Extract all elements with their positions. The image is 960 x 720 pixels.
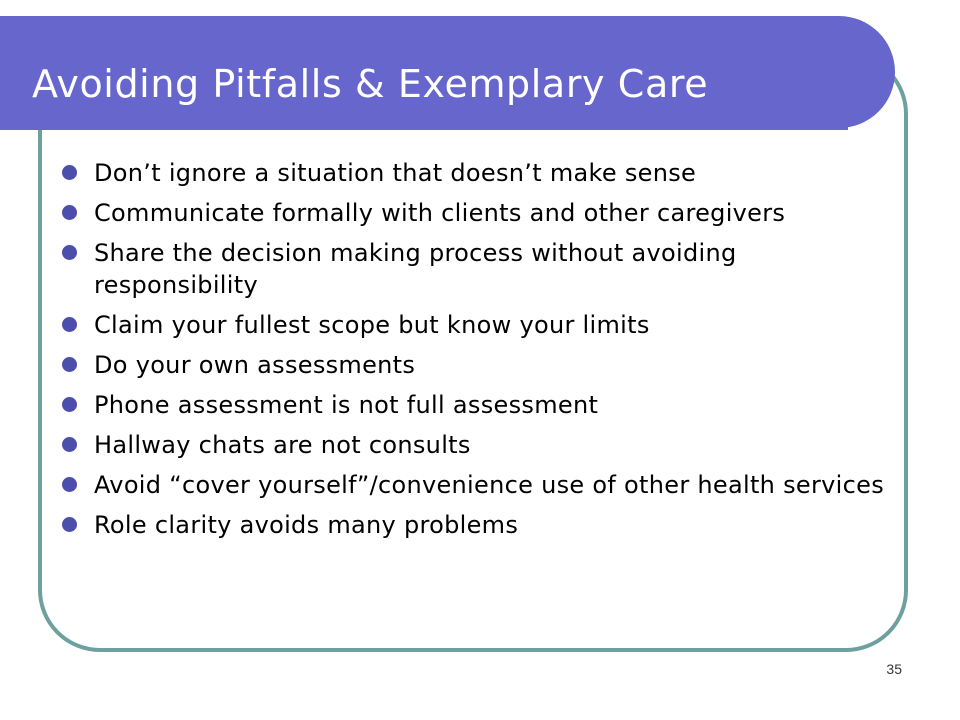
bullet-dot-icon [62, 165, 77, 180]
bullet-dot-icon [62, 245, 77, 260]
slide-title: Avoiding Pitfalls & Exemplary Care [32, 62, 709, 106]
bullet-item [62, 509, 902, 541]
bullet-item [62, 429, 902, 461]
bullet-item [62, 309, 902, 341]
bullet-text: Hallway chats are not consults [94, 431, 471, 459]
bullet-text: Don’t ignore a situation that doesn’t make sense [94, 159, 697, 187]
bullet-dot-icon [62, 517, 77, 532]
bullet-item [62, 389, 902, 421]
page-number: 35 [886, 661, 902, 677]
title-underline [0, 124, 848, 130]
title-band [0, 16, 895, 128]
bullet-dot-icon [62, 357, 77, 372]
bullet-text: Communicate formally with clients and other caregivers [94, 199, 786, 227]
bullet-dot-icon [62, 397, 77, 412]
bullet-list [62, 157, 902, 549]
bullet-text: Do your own assessments [94, 351, 416, 379]
bullet-text: Share the decision making process without avoiding responsibility [94, 239, 737, 299]
bullet-item [62, 197, 902, 229]
bullet-dot-icon [62, 205, 77, 220]
bullet-text: Phone assessment is not full assessment [94, 391, 599, 419]
bullet-item [62, 237, 902, 301]
bullet-text: Role clarity avoids many problems [94, 511, 519, 539]
bullet-dot-icon [62, 477, 77, 492]
bullet-text: Claim your fullest scope but know your limits [94, 311, 650, 339]
bullet-text: Avoid “cover yourself”/convenience use of other health services [94, 471, 884, 499]
bullet-item [62, 157, 902, 189]
bullet-dot-icon [62, 317, 77, 332]
bullet-dot-icon [62, 437, 77, 452]
bullet-item [62, 469, 902, 501]
bullet-item [62, 349, 902, 381]
